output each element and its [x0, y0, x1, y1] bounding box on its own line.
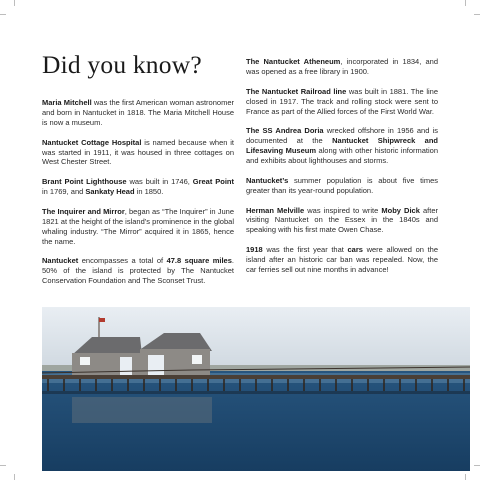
right-column [246, 57, 438, 285]
fact-text: was the first American woman astronomer and born in Nantucket in 1818. The Maria Mitchell House is now a museum. [42, 98, 234, 127]
fact-subject: Herman Melville [246, 205, 305, 215]
fact-text: was inspired to write [304, 205, 382, 215]
fact-paragraph [246, 245, 438, 275]
fact-subject: The SS Andrea Doria [246, 126, 324, 136]
pier-reflection [42, 391, 470, 394]
fact-text: was the first year that [262, 245, 348, 255]
harbor-illustration [42, 307, 470, 471]
left-column [42, 98, 234, 296]
trim-mark [14, 474, 15, 480]
fact-text: was built in 1746, [126, 177, 193, 187]
trim-mark [474, 465, 480, 466]
fact-subject: Maria Mitchell [42, 98, 92, 107]
trim-mark [465, 474, 466, 480]
fact-subject: Brant Point Lighthouse [42, 177, 127, 187]
fact-text: encompasses a total of [78, 256, 167, 266]
cottage-window [80, 357, 90, 365]
fact-subject: Nantucket Cottage Hospital [42, 137, 142, 147]
fact-subject: The Nantucket Railroad line [246, 86, 347, 96]
trim-mark [0, 14, 6, 15]
fact-paragraph [246, 176, 438, 196]
cottage-reflection [72, 397, 212, 423]
fact-text: summer population is about five times greater than its year-round population. [246, 175, 438, 195]
fact-paragraph [246, 87, 438, 117]
fact-subject: cars [347, 245, 363, 255]
cottage-door [148, 355, 164, 375]
fact-paragraph [42, 256, 234, 286]
fact-text: wrecked offshore in 1956 and is documented at the [246, 126, 438, 146]
fact-subject: 1918 [246, 245, 263, 255]
page-title: Did you know? [42, 50, 202, 79]
trim-mark [14, 0, 15, 6]
trim-mark [474, 14, 480, 15]
fact-text: in 1850. [134, 187, 164, 197]
fact-paragraph [246, 206, 438, 236]
fact-text: is named because when it was started in 1911, it was housed in three cottages on West Chester Street. [42, 137, 234, 167]
fact-text: , incorporated in 1834, and was opened as a free library in 1900. [246, 57, 438, 76]
fact-subject: 47.8 square miles [166, 256, 232, 266]
fact-paragraph [42, 177, 234, 197]
fact-subject: Sankaty Head [85, 187, 135, 197]
cottage-door [120, 357, 132, 375]
fact-text: along with other historic information and exhibits about lighthouses and storms. [246, 146, 438, 166]
trim-mark [0, 465, 6, 466]
fact-text: in 1769, and [42, 187, 86, 197]
pier-deck [42, 375, 470, 379]
fact-paragraph [246, 126, 438, 166]
fact-paragraph [246, 57, 438, 77]
fact-subject: Great Point [192, 177, 234, 187]
fact-subject: Nantucket’s [246, 175, 289, 185]
fact-paragraph [42, 207, 234, 247]
fact-text: after visiting Nantucket on the Essex in the 1840s and speaking with his first mate Owen Chase. [246, 205, 439, 235]
cottage-window [192, 355, 202, 364]
fact-subject: Moby Dick [381, 205, 420, 215]
fact-subject: Nantucket [42, 256, 79, 266]
fact-subject: The Nantucket Atheneum [246, 57, 341, 66]
fact-text: were allowed on the island after an historic car ban was repealed. Now, the car ferries sell out nine months in advance! [246, 245, 438, 274]
fact-paragraph [42, 98, 234, 128]
trim-mark [465, 0, 466, 6]
fact-subject: The Inquirer and Mirror [42, 206, 125, 216]
fact-text: . 50% of the island is protected by The Nantucket Conservation Foundation and The Sconset Trust. [42, 256, 234, 286]
fact-subject: Nantucket Shipwreck and Lifesaving Museum [246, 136, 438, 156]
fact-paragraph [42, 138, 234, 168]
flag [99, 318, 105, 322]
fact-text: was built in 1881. The line closed in 1917. The track and rolling stock were sent to France as part of the Allied forces of the First World War. [246, 86, 438, 116]
fact-text: , began as “The Inquirer” in June 1821 at the height of the island’s prominence in the global whaling industry. “The Mirror” acquired it in 1865, hence the name. [42, 206, 234, 246]
harbor-photo [42, 307, 470, 471]
